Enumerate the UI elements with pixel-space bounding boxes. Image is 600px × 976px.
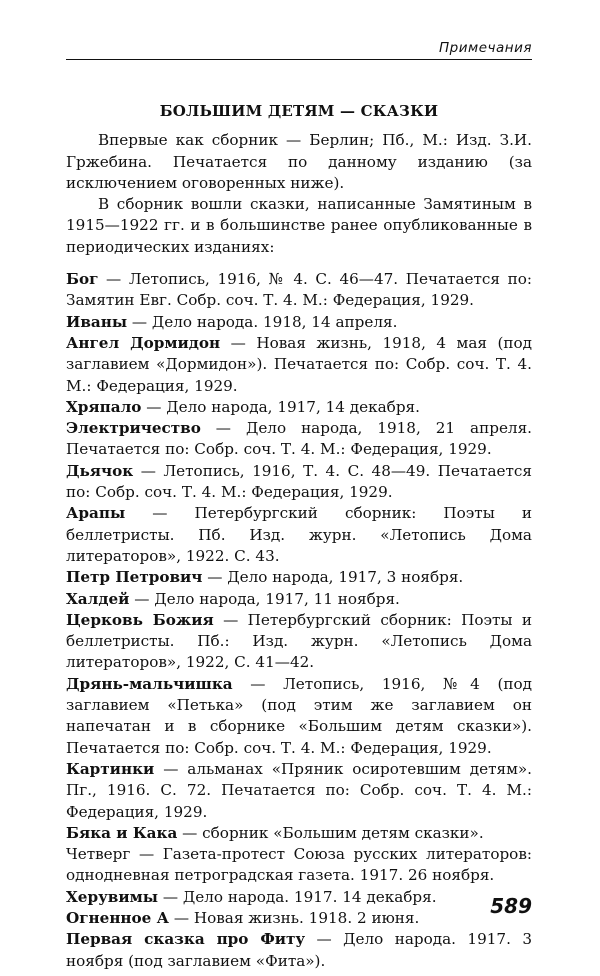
note-entry xyxy=(66,674,532,759)
entry-text: — альманах «Пряник осиротевшим детям». Пг., 1916. С. 72. Печатается по: Собр. соч. Т. 4. М.: Федерация, 1929. xyxy=(66,759,532,821)
intro-paragraph-2: В сборник вошли сказки, написанные Замятиным в 1915—1922 гг. и в большинстве ранее опубликованные в периодических изданиях: xyxy=(66,195,532,256)
entry-text: — Дело народа. 1917. 14 декабря. xyxy=(158,887,437,906)
entries-list xyxy=(66,269,532,972)
entry-title: Огненное А xyxy=(66,908,169,927)
note-entry xyxy=(66,759,532,823)
note-entry xyxy=(66,567,532,588)
section-title: БОЛЬШИМ ДЕТЯМ — СКАЗКИ xyxy=(159,102,439,120)
entry-text: — Дело народа. 1918, 14 апреля. xyxy=(127,312,398,331)
entry-text: — Дело народа, 1917, 11 ноября. xyxy=(129,589,400,608)
note-entry xyxy=(66,503,532,567)
entry-text: — Летопись, 1916, № 4. С. 46—47. Печатается по: Замятин Евг. Собр. соч. Т. 4. М.: Федерация, 1929. xyxy=(66,270,532,310)
entry-text: — Летопись, 1916, №4 (под заглавием «Петька» (под этим же заглавием он напечатан и в сборнике «Большим детям сказки»). Печатается по: Собр. соч. Т. 4. М.: Федерация, 1929. xyxy=(66,674,532,757)
note-entry xyxy=(66,397,532,418)
entry-title: Ангел Дормидон xyxy=(66,333,221,352)
page-number: 589 xyxy=(490,894,532,918)
entry-title: Электричество xyxy=(66,419,201,438)
entry-title: Церковь Божия xyxy=(66,610,214,629)
entry-text: Четверг — Газета-протест Союза русских литераторов: однодневная петроградская газета. 1917. 26 ноября. xyxy=(66,845,532,885)
spacer xyxy=(66,258,532,269)
note-entry xyxy=(66,887,532,908)
note-entry xyxy=(66,610,532,674)
entry-title: Картинки xyxy=(66,759,155,778)
entry-title: Петр Петрович xyxy=(66,568,203,587)
note-entry xyxy=(66,269,532,312)
note-entry xyxy=(66,418,532,461)
note-entry xyxy=(66,929,532,972)
entry-text: — Петербургский сборник: Поэты и беллетристы. Пб. Изд. журн. «Летопись Дома литераторов», 1922. С. 43. xyxy=(66,504,532,565)
entry-text: — Дело народа, 1917, 3 ноября. xyxy=(202,568,464,587)
note-entry xyxy=(66,589,532,610)
note-entry xyxy=(66,333,532,397)
entry-title: Бяка и Кака xyxy=(66,823,178,842)
entry-title: Арапы xyxy=(66,504,126,523)
note-entry xyxy=(66,823,532,844)
entry-title: Дьячок xyxy=(66,461,134,480)
entry-title: Дрянь-мальчишка xyxy=(66,674,233,693)
entry-title: Херувимы xyxy=(66,887,159,906)
entry-text: — Дело народа, 1918, 21 апреля. Печатается по: Собр. соч. Т. 4. М.: Федерация, 1929. xyxy=(66,419,532,459)
entry-text: — Петербургский сборник: Поэты и беллетристы. Пб.: Изд. журн. «Летопись Дома литераторов», 1922, С. 41—42. xyxy=(66,610,532,672)
intro-paragraph-1: Впервые как сборник — Берлин; Пб., М.: Изд. З.И. Гржебина. Печатается по данному изданию (за исключением оговоренных ниже). xyxy=(66,131,532,192)
note-entry xyxy=(66,461,532,504)
entry-text: — сборник «Большим детям сказки». xyxy=(177,823,484,842)
entry-title: Хряпало xyxy=(66,397,142,416)
entry-text: — Новая жизнь. 1918. 2 июня. xyxy=(169,908,420,927)
entry-text: — Дело народа, 1917, 14 декабря. xyxy=(141,397,420,416)
page-content xyxy=(66,101,532,972)
entry-title: Первая сказка про Фиту xyxy=(66,930,306,949)
entry-title: Бог xyxy=(66,270,99,289)
note-entry xyxy=(66,844,532,887)
entry-text: — Новая жизнь, 1918, 4 мая (под заглавием «Дормидон»). Печатается по: Собр. соч. Т. 4. М.: Федерация, 1929. xyxy=(66,333,532,395)
entry-text: — Дело народа. 1917. 3 ноября (под заглавием «Фита»). xyxy=(66,930,532,970)
entry-title: Иваны xyxy=(66,312,128,331)
running-head: Примечания xyxy=(66,40,532,60)
note-entry xyxy=(66,312,532,333)
entry-text: — Летопись, 1916, Т. 4. С. 48—49. Печатается по: Собр. соч. Т. 4. М.: Федерация, 1929. xyxy=(66,461,532,502)
note-entry xyxy=(66,908,532,929)
entry-title: Халдей xyxy=(66,589,130,608)
